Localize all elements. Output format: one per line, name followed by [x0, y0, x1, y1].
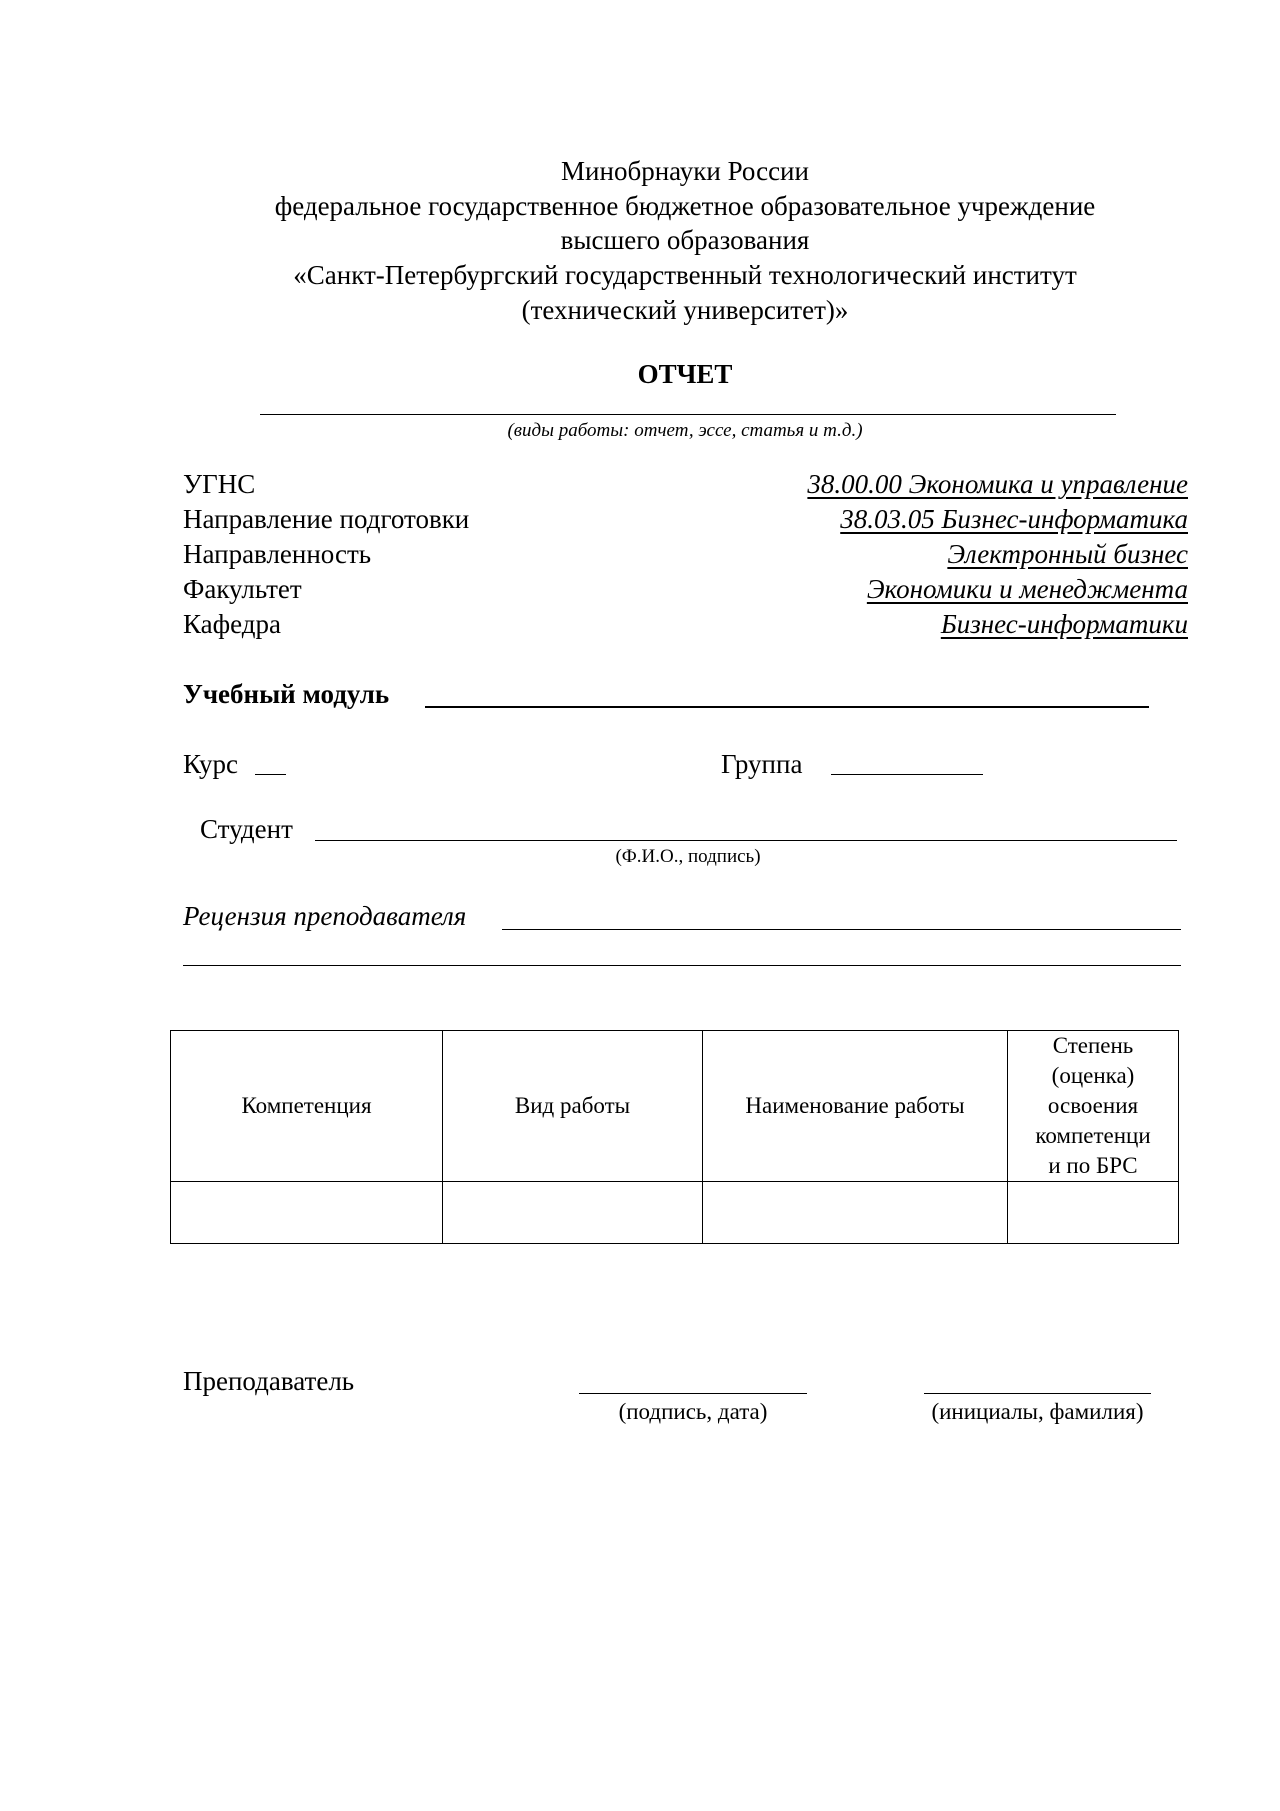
course-label: Курс: [183, 749, 238, 779]
header-assessment-line: Степень: [1052, 1033, 1134, 1058]
header-work-type: Вид работы: [443, 1031, 703, 1182]
competency-table: [170, 1030, 1179, 1244]
header-assessment-line: (оценка): [1051, 1063, 1135, 1088]
direction-value: 38.03.05 Бизнес-информатика: [840, 504, 1188, 534]
table-row: [171, 1182, 1179, 1244]
focus-value: Электронный бизнес: [947, 539, 1188, 569]
course-field[interactable]: [255, 774, 286, 775]
faculty-value: Экономики и менеджмента: [866, 574, 1188, 604]
institution-subname-line: (технический университет)»: [521, 295, 849, 325]
teacher-label: Преподаватель: [183, 1366, 355, 1396]
focus-label: Направленность: [183, 539, 372, 569]
teacher-signature-field[interactable]: [579, 1393, 807, 1394]
institution-name-line: «Санкт-Петербургский государственный технологический институт: [293, 260, 1077, 290]
header-assessment-line: и по БРС: [1048, 1153, 1138, 1178]
cell-work-name[interactable]: [703, 1182, 1008, 1244]
work-type-line: [260, 414, 1116, 415]
department-label: Кафедра: [183, 609, 281, 639]
header-assessment: [1008, 1031, 1179, 1182]
table-header-row: [171, 1031, 1179, 1182]
teacher-name-hint: (инициалы, фамилия): [931, 1399, 1144, 1424]
module-label: Учебный модуль: [183, 679, 390, 709]
student-hint: (Ф.И.О., подпись): [615, 846, 761, 867]
group-label: Группа: [721, 749, 803, 779]
work-type-hint: (виды работы: отчет, эссе, статья и т.д.): [507, 420, 863, 441]
ugns-value: 38.00.00 Экономика и управление: [807, 469, 1188, 499]
faculty-label: Факультет: [183, 574, 302, 604]
report-title: ОТЧЕТ: [637, 359, 733, 389]
header-assessment-line: освоения: [1047, 1093, 1139, 1118]
review-field-line-1[interactable]: [502, 929, 1181, 930]
student-label: Студент: [200, 814, 293, 844]
teacher-signature-hint: (подпись, дата): [618, 1399, 768, 1424]
cell-competency[interactable]: [171, 1182, 443, 1244]
cell-assessment[interactable]: [1008, 1182, 1179, 1244]
direction-label: Направление подготовки: [183, 504, 470, 534]
group-field[interactable]: [831, 774, 983, 775]
student-field[interactable]: [315, 840, 1177, 841]
institution-type-line: федеральное государственное бюджетное образовательное учреждение: [274, 191, 1096, 221]
header-work-name: Наименование работы: [703, 1031, 1008, 1182]
ministry-line: Минобрнауки России: [561, 156, 809, 186]
cell-work-type[interactable]: [443, 1182, 703, 1244]
ugns-label: УГНС: [183, 469, 256, 499]
review-field-line-2[interactable]: [183, 965, 1181, 966]
module-field[interactable]: [425, 706, 1149, 708]
review-label: Рецензия преподавателя: [183, 901, 467, 931]
header-competency: Компетенция: [171, 1031, 443, 1182]
header-assessment-line: компетенци: [1035, 1123, 1151, 1148]
teacher-name-field[interactable]: [924, 1393, 1151, 1394]
education-level-line: высшего образования: [560, 225, 810, 255]
department-value: Бизнес-информатики: [940, 609, 1188, 639]
